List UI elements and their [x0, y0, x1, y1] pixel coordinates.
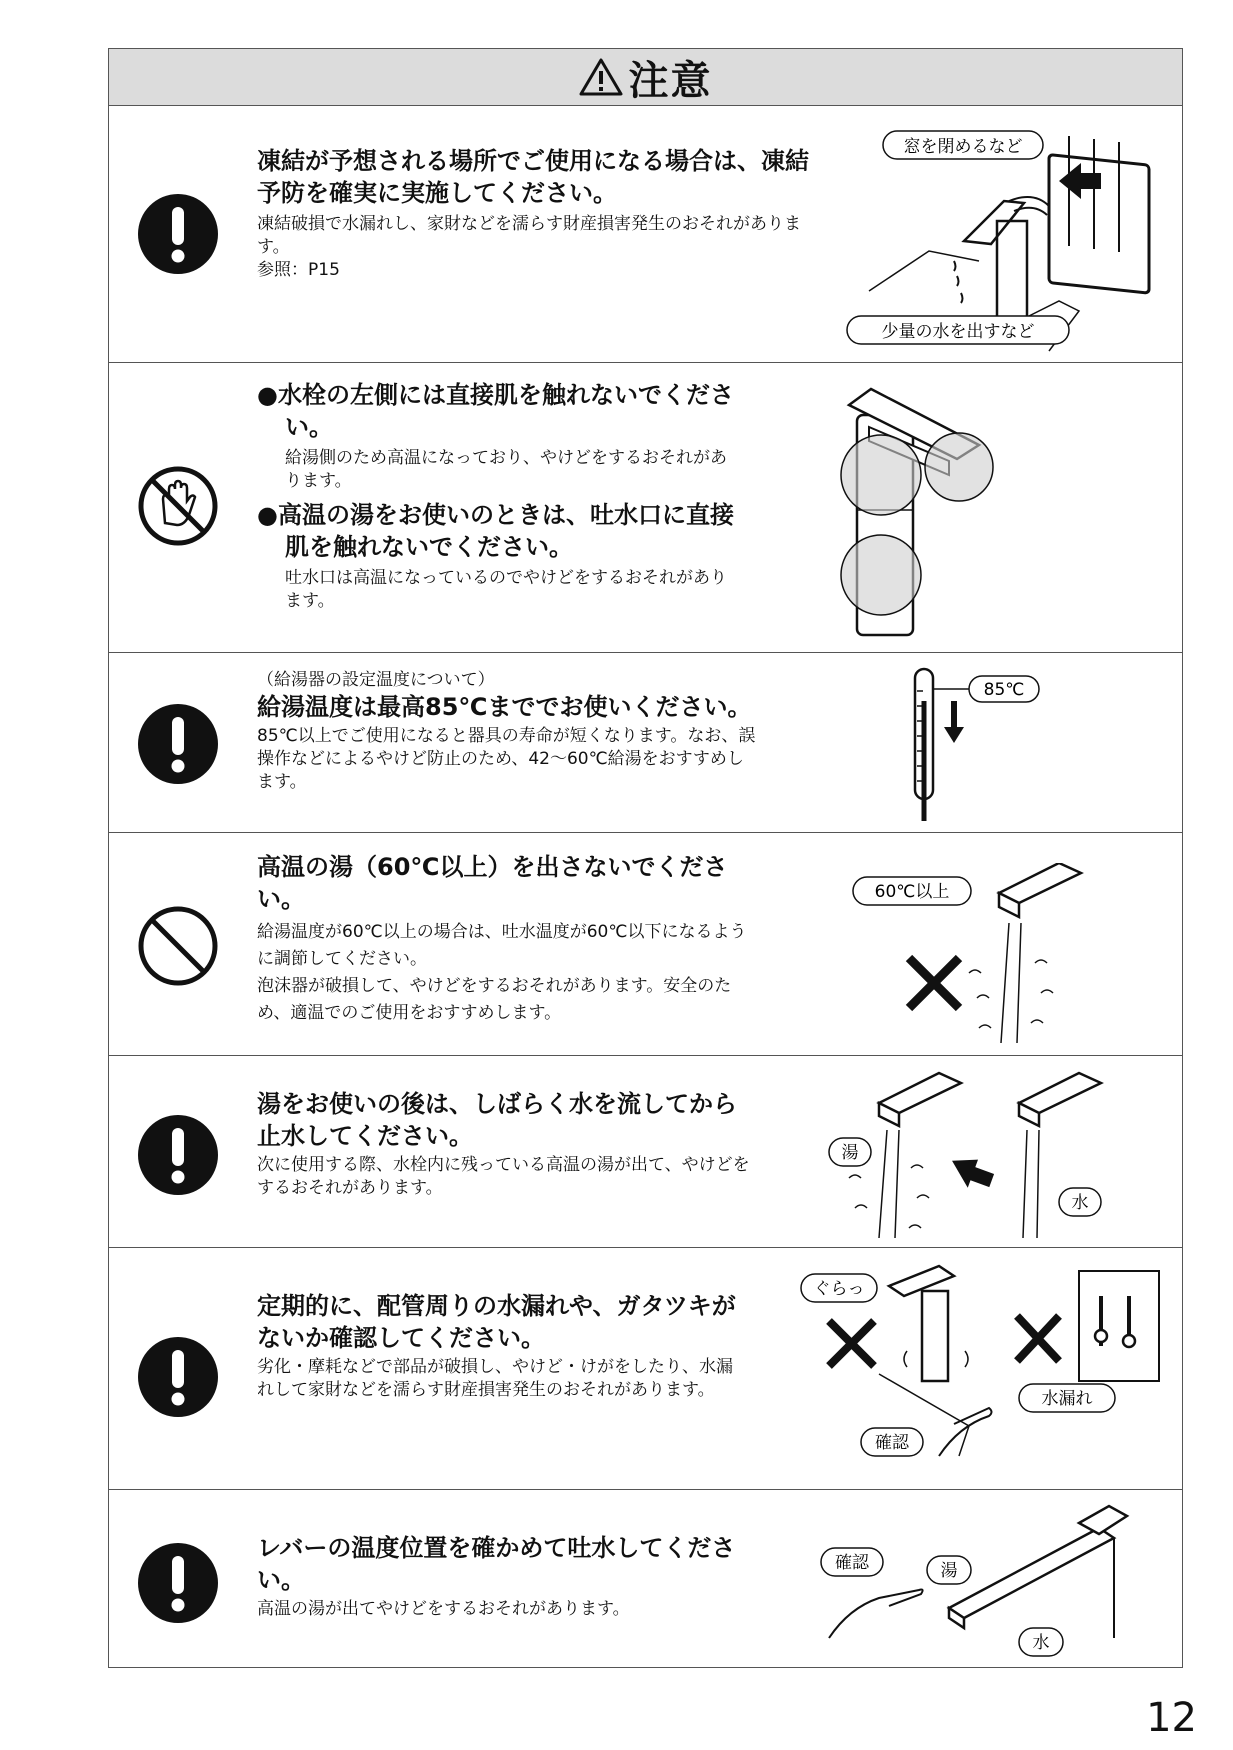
hot-to-cold-illustration — [809, 1068, 1169, 1243]
caution-header — [109, 49, 1182, 106]
mandatory-action-icon — [137, 1336, 219, 1418]
label-cold-lever: 水 — [1032, 1633, 1050, 1653]
hot-area-spout — [925, 433, 993, 501]
row1-body: 凍結破損で水漏れし、家財などを濡らす財産損害発生のおそれがあります。 — [257, 214, 801, 257]
inspect-illustration — [789, 1256, 1174, 1486]
row2-body2: 吐水口は高温になっているのでやけどをするおそれがあります。 — [285, 568, 727, 611]
thermometer-illustration — [899, 661, 1079, 826]
row4-body2: 泡沫器が破損して、やけどをするおそれがあります。安全のため、適温でのご使用をおすすめします。 — [257, 976, 732, 1023]
row4-title: 高温の湯（60℃以上）を出さないでください。 — [257, 853, 728, 913]
label-close-window: 窓を閉めるなど — [903, 137, 1023, 157]
row6-body: 劣化・摩耗などで部品が破損し、やけど・けがをしたり、水漏れして家財などを濡らす財産損害発生のおそれがあります。 — [257, 1357, 733, 1400]
row5-body: 次に使用する際、水栓内に残っている高温の湯が出て、やけどをするおそれがあります。 — [257, 1155, 750, 1198]
prohibition-icon — [137, 905, 219, 987]
freeze-illustration — [729, 111, 1169, 356]
label-small-water: 少量の水を出すなど — [881, 322, 1035, 342]
row-no-touch — [109, 363, 1182, 653]
row4-body: 給湯温度が60℃以上の場合は、吐水温度が60℃以下になるように調節してください。 — [257, 922, 747, 969]
row6-title: 定期的に、配管周りの水漏れや、ガタツキがないか確認してください。 — [257, 1292, 736, 1352]
label-leak: 水漏れ — [1041, 1389, 1093, 1409]
row2-title2: ●高温の湯をお使いのときは、吐水口に直接肌を触れないでください。 — [257, 501, 734, 561]
row-max-temp — [109, 653, 1182, 833]
caution-frame — [108, 48, 1183, 1668]
row1-title: 凍結が予想される場所でご使用になる場合は、凍結予防を確実に実施してください。 — [257, 147, 809, 207]
label-wobble: ぐらっ — [813, 1279, 865, 1299]
warning-triangle-icon — [579, 57, 623, 97]
row-lever — [109, 1490, 1182, 1669]
row7-title: レバーの温度位置を確かめて吐水してください。 — [257, 1534, 736, 1594]
mandatory-action-icon — [137, 193, 219, 275]
row-no-60c — [109, 833, 1182, 1056]
label-hot-lever: 湯 — [940, 1561, 958, 1581]
mandatory-action-icon — [137, 1114, 219, 1196]
hot-spout-illustration — [849, 863, 1149, 1048]
row-inspect — [109, 1248, 1182, 1490]
hot-area-body — [841, 535, 921, 615]
label-85c: 85℃ — [983, 680, 1025, 700]
row-flush-water — [109, 1056, 1182, 1248]
row3-title: 給湯温度は最高85℃まででお使いください。 — [257, 693, 752, 721]
caution-title: 注意 — [628, 57, 713, 104]
no-touch-icon — [137, 465, 219, 547]
row5-title: 湯をお使いの後は、しばらく水を流してから止水してください。 — [257, 1090, 737, 1150]
label-cold: 水 — [1071, 1193, 1089, 1213]
label-check: 確認 — [875, 1433, 909, 1453]
page-number: 12 — [1146, 1695, 1197, 1741]
row1-ref: 参照：P15 — [257, 260, 340, 280]
label-60c-over: 60℃以上 — [874, 882, 950, 902]
label-check-lever: 確認 — [835, 1553, 869, 1573]
row7-body: 高温の湯が出てやけどをするおそれがあります。 — [257, 1599, 630, 1619]
row2-body1: 給湯側のため高温になっており、やけどをするおそれがあります。 — [285, 448, 727, 491]
hot-faucet-illustration — [809, 375, 1129, 645]
row2-title1: ●水栓の左側には直接肌を触れないでください。 — [257, 381, 734, 441]
row3-note: （給湯器の設定温度について） — [257, 670, 495, 690]
label-hot: 湯 — [841, 1143, 859, 1163]
row3-body: 85℃以上でご使用になると器具の寿命が短くなります。なお、誤操作などによるやけど防止のため、42〜60℃給湯をおすすめします。 — [257, 726, 756, 792]
mandatory-action-icon — [137, 1542, 219, 1624]
row-freeze — [109, 105, 1182, 363]
lever-check-illustration — [809, 1498, 1139, 1663]
mandatory-action-icon — [137, 703, 219, 785]
hot-area-top — [841, 435, 921, 515]
